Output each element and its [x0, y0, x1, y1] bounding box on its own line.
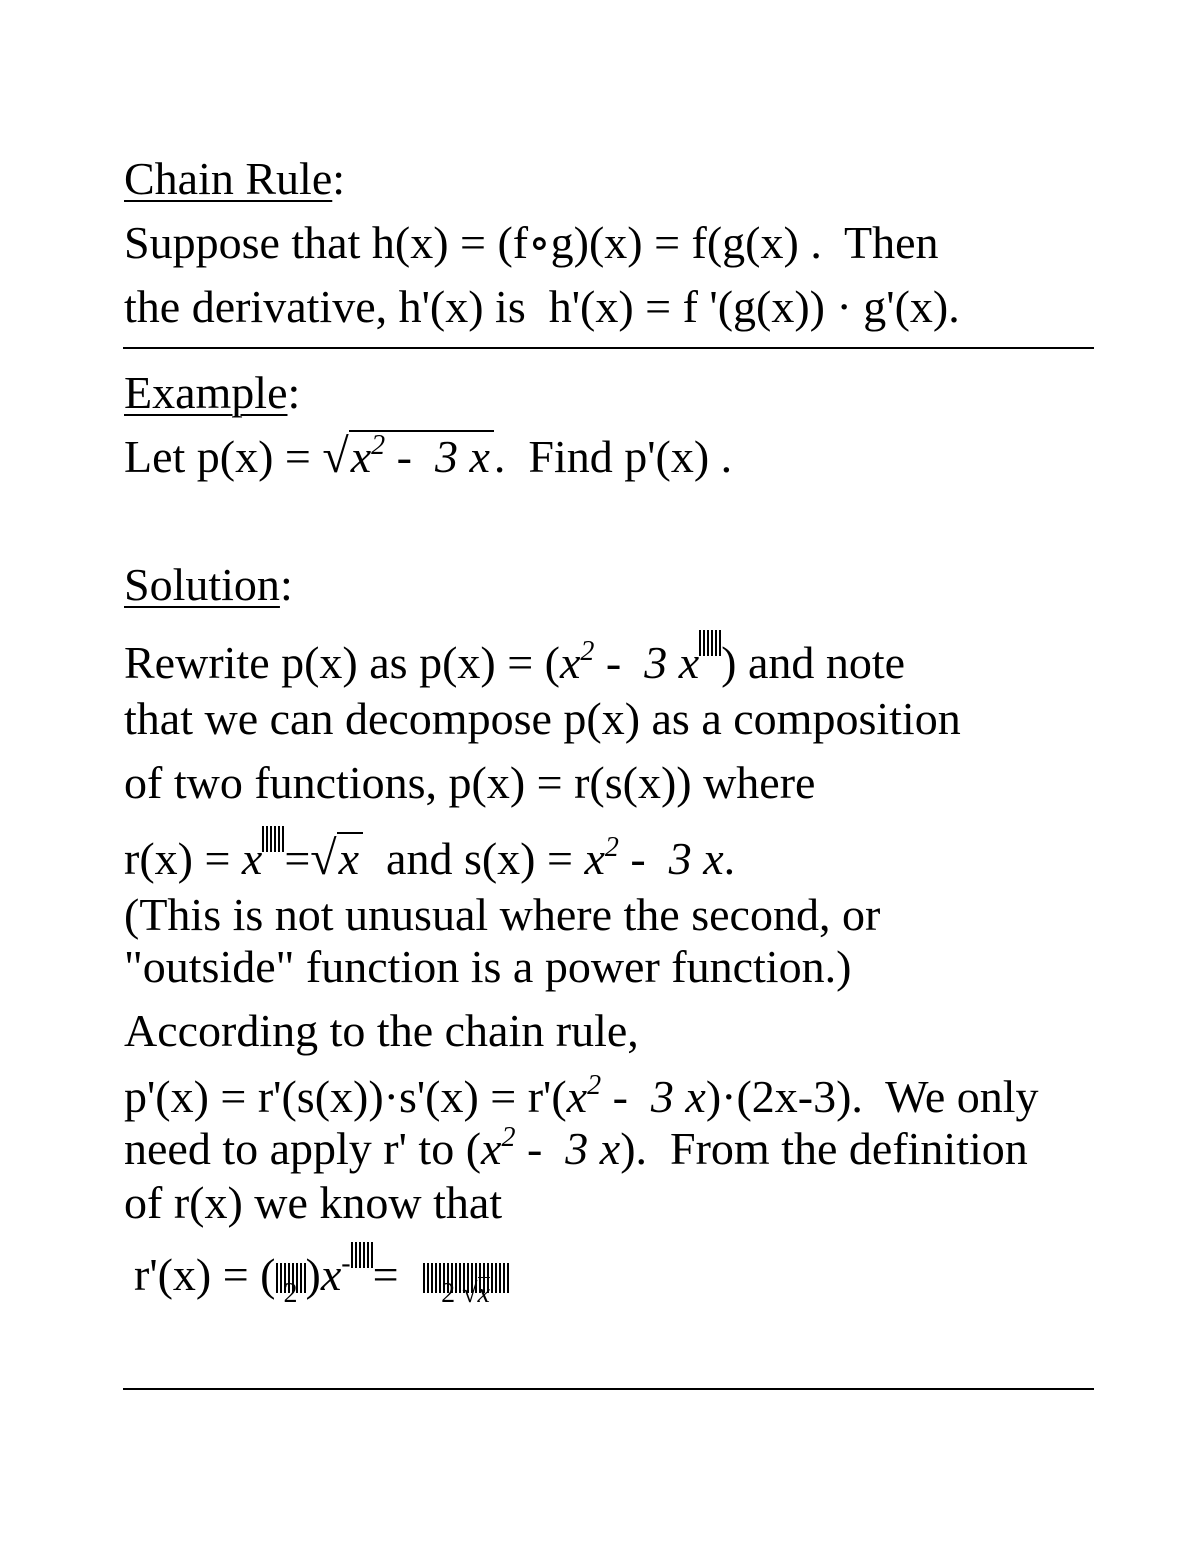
p-prime-line	[124, 1070, 1039, 1122]
divider-top	[123, 347, 1094, 349]
colon: :	[287, 367, 301, 418]
note-line-1: (This is not unusual where the second, or	[124, 889, 881, 940]
radical-icon: √	[310, 832, 337, 885]
r-prime-minus: -	[341, 1248, 351, 1279]
chain-rule-line-2: the derivative, h'(x) is h'(x) = f '(g(x)) · g'(x).	[124, 281, 960, 332]
chain-rule-heading: Chain Rule	[124, 153, 333, 204]
note-line-2: "outside" function is a power function.)	[124, 941, 852, 992]
example-heading: Example	[124, 367, 288, 418]
p-prime-expr: $x^2 - 3$ x	[566, 1070, 706, 1122]
rewrite-suffix: ) and note	[721, 637, 906, 688]
divider-bottom	[123, 1388, 1094, 1390]
garbled-exponent-icon	[699, 630, 721, 656]
chain-rule-heading-line	[124, 153, 346, 204]
need-prefix: need to apply r' to (	[124, 1123, 482, 1174]
garbled-exponent-icon	[351, 1242, 373, 1268]
r-prime-prefix: r'(x) = (	[134, 1249, 276, 1300]
let-prefix: Let p(x) =	[124, 431, 323, 482]
rewrite-prefix: Rewrite p(x) as p(x) = (	[124, 637, 560, 688]
s-part: and s(x) =	[363, 833, 585, 884]
garbled-exponent-icon	[262, 826, 284, 852]
radical-icon: √	[462, 1278, 478, 1310]
s-expr: $x^2 - 3$ x	[584, 832, 724, 884]
r-root: x	[337, 832, 363, 882]
need-suffix: ). From the definition	[620, 1123, 1028, 1174]
colon: :	[332, 153, 346, 204]
let-suffix: . Find p'(x) .	[493, 431, 733, 482]
result-fraction	[423, 1250, 509, 1308]
need-line	[124, 1122, 1028, 1174]
of-r-line: of r(x) we know that	[124, 1177, 503, 1228]
functions-line: of two functions, p(x) = r(s(x)) where	[124, 757, 816, 808]
solution-heading-line	[124, 559, 293, 610]
p-prime-suffix: )·(2x-3). We only	[705, 1071, 1039, 1122]
r-s-definition-line	[124, 826, 735, 883]
rewrite-expr: $x^2 - 3$ x	[559, 636, 700, 688]
example-problem	[124, 430, 732, 481]
solution-heading: Solution	[124, 559, 280, 610]
den-root: x	[477, 1278, 490, 1310]
radical-icon: √	[322, 430, 349, 483]
radicand: $x^2 - 3$ x	[349, 430, 494, 480]
colon: :	[279, 559, 293, 610]
according-line: According to the chain rule,	[124, 1005, 639, 1056]
r-prefix: r(x) =	[124, 833, 242, 884]
example-heading-line	[124, 367, 301, 418]
r-prime-formula	[134, 1242, 509, 1308]
half-fraction	[276, 1250, 306, 1308]
p-prime-prefix: p'(x) = r'(s(x))·s'(x) = r'(	[124, 1071, 567, 1122]
r-prime-var: x	[320, 1249, 342, 1300]
need-expr: $x^2 - 3$ x	[481, 1122, 621, 1174]
half-denominator: 2	[283, 1278, 298, 1310]
decompose-line: that we can decompose p(x) as a composition	[124, 693, 961, 744]
rewrite-line	[124, 630, 905, 686]
den-coef: 2	[441, 1278, 456, 1310]
r-var: x	[241, 833, 263, 884]
r-eq: =	[284, 833, 311, 884]
r-prime-close: )	[305, 1249, 321, 1300]
chain-rule-line-1: Suppose that h(x) = (f∘g)(x) = f(g(x) . Then	[124, 217, 939, 268]
s-end: .	[723, 833, 736, 884]
r-prime-eq: =	[372, 1249, 399, 1300]
